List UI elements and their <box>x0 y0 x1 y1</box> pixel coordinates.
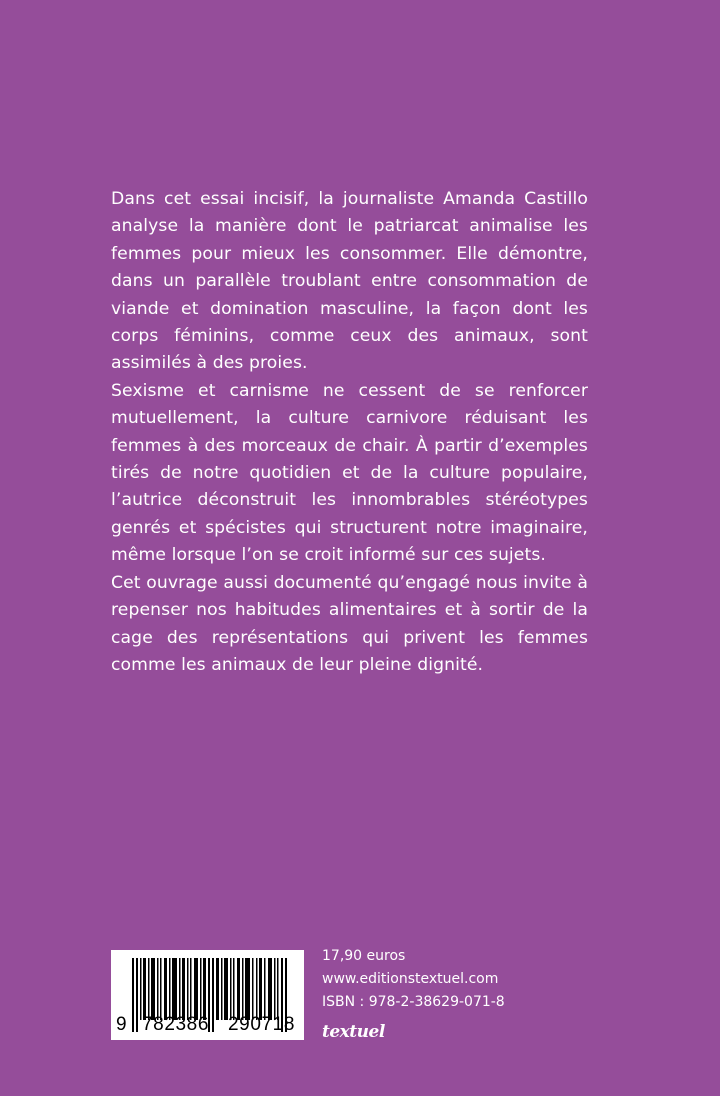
blurb-paragraph-3: Cet ouvrage aussi documenté qu’engagé nous invite à repenser nos habitudes alimentaires et à sortir de la cage des représentations qui privent les femmes comme les animaux de leur pleine dignité. <box>111 572 588 675</box>
publisher-logo: textuel <box>322 1022 385 1042</box>
price: 17,90 euros <box>322 948 406 964</box>
back-cover-blurb <box>111 186 588 679</box>
blurb-paragraph-1: Dans cet essai incisif, la journaliste Amanda Castillo analyse la manière dont le patriarcat animalise les femmes pour mieux les consommer. Elle démontre, dans un parallèle troublant entre consommation de viande et domination masculine, la façon dont les corps féminins, comme ceux des animaux, sont assimilés à des proies. <box>111 189 588 374</box>
book-info <box>322 945 505 1014</box>
isbn: ISBN : 978-2-38629-071-8 <box>322 994 505 1010</box>
blurb-paragraph-2: Sexisme et carnisme ne cessent de se renforcer mutuellement, la culture carnivore réduisant les femmes à des morceaux de chair. À partir d’exemples tirés de notre quotidien et de la culture populaire, l’autrice déconstruit les innombrables stéréotypes genrés et spécistes qui structurent notre imaginaire, même lorsque l’on se croit informé sur ces sujets. <box>111 380 588 566</box>
barcode-right-digits: 290718 <box>228 1014 296 1035</box>
barcode-left-digits: 782386 <box>142 1014 210 1035</box>
barcode-first-digit: 9 <box>116 1014 127 1035</box>
isbn-barcode <box>111 950 304 1040</box>
publisher-website: www.editionstextuel.com <box>322 971 499 987</box>
